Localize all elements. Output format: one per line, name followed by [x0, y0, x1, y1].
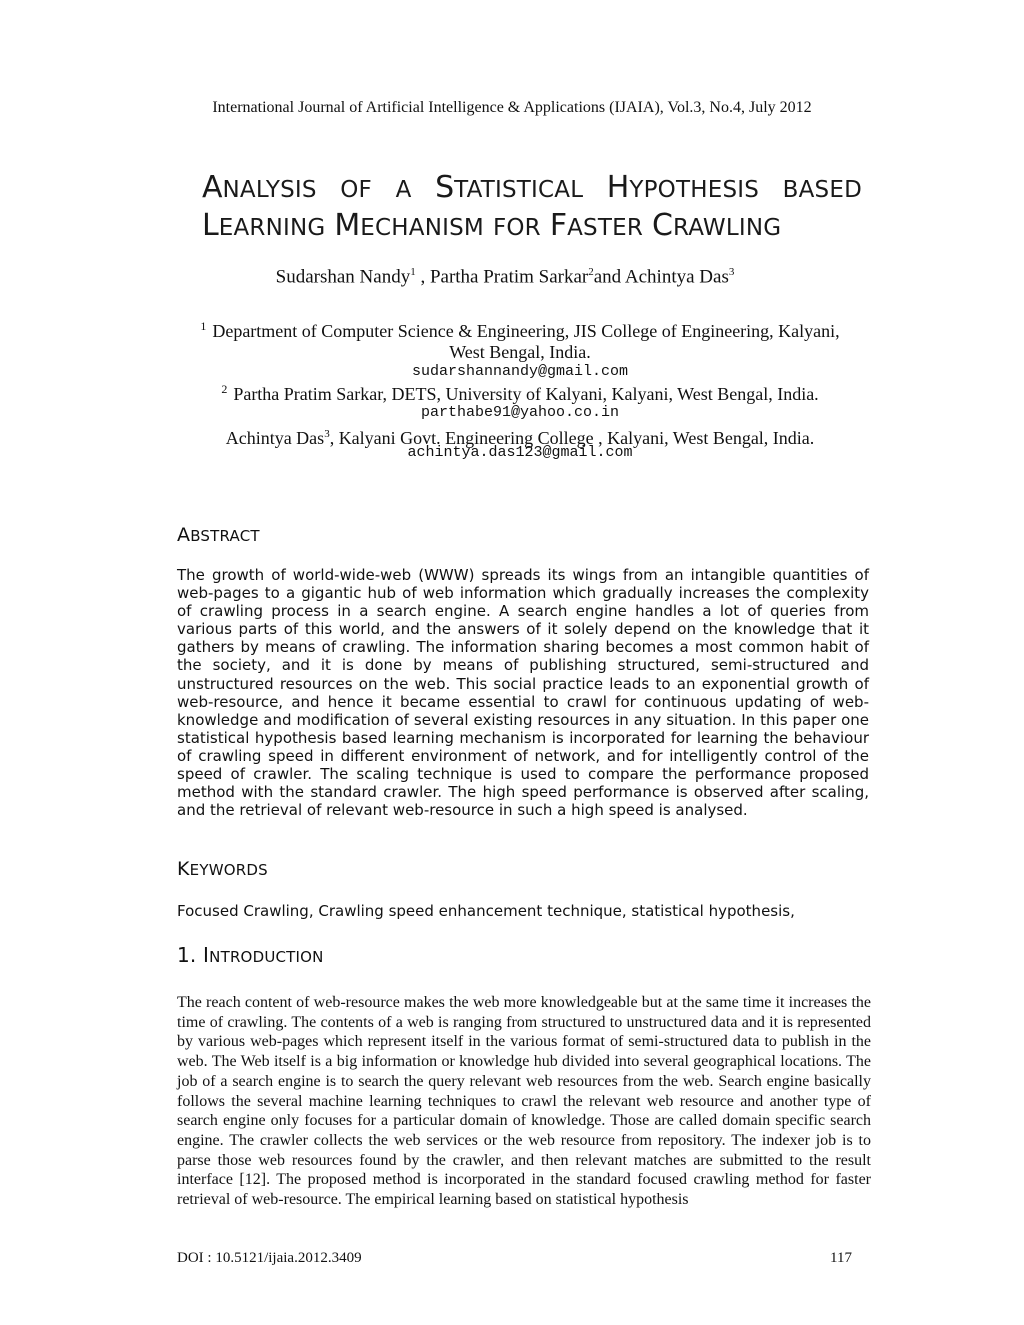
- abstract-heading: ABSTRACT: [177, 524, 260, 546]
- title-line-2: [202, 208, 862, 246]
- title-word: FASTER: [549, 208, 644, 243]
- introduction-text: The reach content of web-resource makes the web more knowledgeable but at the same time it increases the time of crawling. The contents of a web is ranging from structured to unstructured data and it is represented by various web-pages which represent itself in the various format of semi-structured data to publish in the web. The Web itself is a big information or knowledge hub divided into several geographical locations. The job of a search engine is to search the query relevant web resources from the web. Search engine basically follows the several machine learning techniques to crawl the relevant web resource and another type of search engine only focuses for a particular domain of knowledge. Those are called domain specific search engine. The crawler collects the web services or the web resource from repository. The indexer job is to parse those web resources found by the crawler, and then relevant matches are submitted to the result interface [12]. The proposed method is incorporated in the standard focused crawling method for faster retrieval of web-resource. The empirical learning based on statistical hypothesis: [177, 994, 871, 1209]
- journal-header: International Journal of Artificial Intelligence & Applications (IJAIA), Vol.3, No.4, July 2012: [212, 99, 812, 116]
- affiliation-3-email: achintya.das123@gmail.com: [407, 444, 633, 461]
- author-superscript: 2: [588, 266, 594, 278]
- affiliation-1-line-1: $^1$ Department of Computer Science & Engineering, JIS College of Engineering, Kalyani,: [200, 319, 840, 341]
- title-line-1: [202, 170, 862, 208]
- author-superscript: 3: [728, 266, 735, 278]
- keywords-heading: KEYWORDS: [177, 858, 268, 880]
- affiliation-2: $^2$ Partha Pratim Sarkar, DETS, University of Kalyani, Kalyani, West Bengal, India.: [221, 382, 819, 404]
- title-word: LEARNING: [202, 208, 326, 243]
- title-word: ANALYSIS: [202, 170, 317, 205]
- author-name: Sudarshan Nandy: [275, 266, 411, 288]
- author-superscript: 1: [410, 266, 416, 278]
- author-list: Sudarshan Nandy$^1$ , Partha Pratim Sarkar$^2$and Achintya Das$^3$: [275, 266, 735, 288]
- affiliation-1-line-2: West Bengal, India.: [449, 342, 591, 362]
- author-name: Partha Pratim Sarkar: [429, 266, 589, 288]
- affiliation-1-email: sudarshannandy@gmail.com: [411, 363, 629, 380]
- title-word: CRAWLING: [652, 208, 782, 243]
- title-word: A: [395, 177, 412, 203]
- title-word: OF: [340, 177, 372, 203]
- title-word: BASED: [782, 177, 862, 203]
- title-word: HYPOTHESIS: [606, 170, 760, 205]
- title-word: MECHANISM: [334, 208, 484, 243]
- affiliation-3: Achintya Das$^3$, Kalyani Govt. Engineering College , Kalyani, West Bengal, India.: [225, 428, 815, 448]
- introduction-heading: 1. INTRODUCTION: [177, 943, 324, 967]
- affiliation-2-email: parthabe91@yahoo.co.in: [420, 404, 620, 421]
- title-word: FOR: [492, 215, 541, 241]
- paper-title: [202, 170, 862, 246]
- doi-footer: DOI : 10.5121/ijaia.2012.3409: [177, 1250, 362, 1266]
- author-name: Achintya Das: [624, 266, 729, 288]
- page-number: 117: [830, 1250, 852, 1266]
- title-word: STATISTICAL: [435, 170, 584, 205]
- abstract-text: The growth of world-wide-web (WWW) spreads its wings from an intangible quantities of web-pages to a gigantic hub of web information which gradually increases the complexity of crawling process in a search engine. A search engine handles a lot of queries from various parts of this world, and the answers of it solely depend on the knowledge that it gathers by means of crawling. The information sharing becomes a most common habit of the society, and it is done by means of publishing structured, semi-structured and unstructured resources on the web. This social practice leads to an exponential growth of web-resource, and hence it became essential to crawl for continuous updating of web-knowledge and modification of several existing resources in any situation. In this paper one statistical hypothesis based learning mechanism is incorporated for learning the behaviour of crawling speed in different environment of network, and for intelligently control of the speed of crawler. The scaling technique is used to compare the performance proposed method with the standard crawler. The high speed performance is observed after scaling, and the retrieval of relevant web-resource in such a high speed is analysed.: [177, 566, 869, 820]
- keywords-text: Focused Crawling, Crawling speed enhancement technique, statistical hypothesis,: [177, 902, 795, 920]
